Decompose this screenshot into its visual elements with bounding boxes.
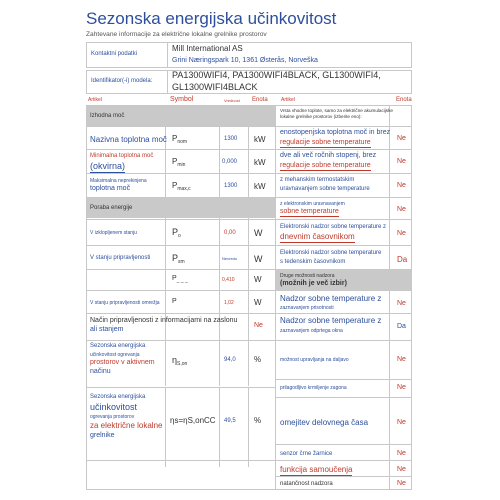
option-remote-value: Ne [397,356,406,363]
network-standby-value: 1,02 [224,300,234,306]
option-electronic-value: Ne [397,206,406,213]
option-mechanical-value: Ne [397,182,406,189]
heat-type-header-2: lokalne grelnike prostorov (izberite eno): [280,114,362,119]
max-heat-label-2: toplotna moč [90,185,131,192]
option-manual-stages-2: regulacije sobne temperature [280,162,371,169]
network-standby-symbol: P [172,298,177,305]
seasonal-active-label-1: Sezonska energijska [90,343,146,349]
standby-label: V stanju pripravljenosti [90,255,151,261]
off-mode-value: 0,00 [224,230,236,236]
option-day-timer-value: Ne [397,230,406,237]
standby-value: Nevredo [222,256,238,261]
option-day-timer-2: dnevnim časovnikom [280,232,355,241]
seasonal-total-unit: % [254,416,262,425]
option-electronic-2: sobne temperature [280,208,339,215]
option-presence-value: Ne [397,300,406,307]
other-options-label-2: (možnih je več izbir) [280,280,347,287]
max-heat-symbol: $P_{max,c}$ [172,181,191,192]
standby-unit: W [254,254,263,264]
option-manual-stages-value: Ne [397,158,406,165]
model-line-1: PA1300WIFI4, PA1300WIFI4BLACK, GL1300WIFI4, [172,70,381,80]
heat-type-header-1: Vrsta vhodne toplote, samo za električne akumulacijske [280,108,393,113]
option-time-limit-label: omejitev delovnega časa [280,418,369,427]
nominal-heat-label: Nazivna toplotna moč [90,135,167,144]
min-heat-symbol: $P_{min}$ [172,157,186,168]
standby-symbol: $P_{sm}$ [172,253,185,265]
option-single-stage-2: regulacije sobne temperature [280,139,371,146]
off-mode-label: V izklopljenem stanju [90,230,137,236]
other-symbol: $P_{\_ \_ \_}$ [172,275,188,284]
nominal-heat-value: 1300 [224,136,238,142]
section-aux-power-label: Poraba energije [90,205,133,211]
option-time-limit-value: Ne [397,419,406,426]
model-label: Identifikator(-i) modela: [91,78,153,84]
contact-label: Kontaktni podatki [91,51,138,57]
option-week-timer-2: s tedenskim časovnikom [280,259,346,265]
seasonal-active-label-2: učinkovitost ogrevanja [90,352,140,358]
option-week-timer-1: Elektronski nadzor sobne temperature [280,250,382,256]
option-remote-label: možnost upravljanja na daljavo [280,357,349,363]
seasonal-total-label-1: Sezonska energijska [90,394,146,400]
option-single-stage-value: Ne [397,135,406,142]
column-unit: Enota [252,97,268,103]
seasonal-total-value: 49,5 [224,418,236,424]
min-heat-label-2: (okvirna) [90,161,126,171]
column-item: Artikel [88,97,102,103]
model-line-2: GL1300WIFI4BLACK [172,82,258,92]
seasonal-active-label-4: načinu [90,368,111,375]
seasonal-total-label-3: ogrevanja prostorov [90,414,135,420]
page-title: Sezonska energijska učinkovitost [86,9,337,28]
column-unit-2: Enota [396,97,412,103]
section-heat-output-label: Izhodna moč [90,113,125,119]
other-unit: W [254,275,262,284]
off-mode-unit: W [254,228,263,238]
option-adaptive-value: Ne [397,384,406,391]
option-self-learning-label: funkcija samoučenja [280,465,353,474]
column-value: Vrednost [224,98,240,103]
option-electronic-1: z elektronskim uravnavanjem [280,201,345,207]
option-day-timer-1: Elektronski nadzor sobne temperature z [280,224,387,230]
max-heat-label-1: Maksimalna neprekinjena [90,178,147,184]
seasonal-active-unit: % [254,355,262,364]
other-value: 0,410 [222,277,235,283]
option-black-bulb-label: senzor črne žarnice [280,451,333,457]
column-item-2: Artikel [281,97,295,103]
option-mechanical-1: z mehanskim termostatskim [280,177,355,183]
other-options-label-1: Druge možnosti nadzora [280,273,335,279]
seasonal-total-label-2: učinkovitost [90,402,138,412]
option-single-stage-1: enostopenjska toplotna moč in brez [280,129,391,136]
standby-info-value: Ne [254,322,263,329]
option-black-bulb-value: Ne [397,450,406,457]
option-window-2: zaznavanjem odprtega okna [280,328,343,334]
option-accuracy-label: natančnost nadzora [280,481,333,487]
max-heat-value: 1300 [224,183,238,189]
off-mode-symbol: $P_o$ [172,227,181,239]
option-week-timer-value: Da [397,255,408,264]
option-adaptive-label: prilagodljivo krmiljenje zagona [280,385,347,391]
option-accuracy-value: Ne [397,480,406,487]
min-heat-unit: kW [254,158,266,167]
min-heat-label-1: Minimalna toplotna moč [90,153,154,159]
max-heat-unit: kW [254,182,266,191]
seasonal-active-value: 94,0 [224,357,236,363]
option-manual-stages-1: dve ali več ročnih stopenj, brez [280,152,377,159]
seasonal-active-label-3: prostorov v aktivnem [90,359,155,366]
min-heat-value: 0,000 [222,159,238,165]
seasonal-total-label-5: grelnike [90,432,115,439]
option-window-1: Nadzor sobne temperature z [280,316,382,325]
network-standby-label: V stanju pripravljenosti omrežja [90,300,160,306]
nominal-heat-unit: kW [254,135,266,144]
company-address: Grini Næringspark 10, 1361 Østerås, Norveška [172,57,318,64]
standby-info-label-1: Način pripravljenosti z informacijami na zaslonu [90,317,238,324]
option-presence-2: zaznavanjem prisotnosti [280,305,334,311]
option-self-learning-value: Ne [397,466,406,473]
seasonal-total-label-4: za električne lokalne [90,421,163,430]
option-mechanical-2: uravnavanjem sobne temperature [280,186,370,192]
nominal-heat-symbol: $P_{nom}$ [172,134,188,145]
network-standby-unit: W [254,298,262,307]
standby-info-label-2: ali stanjem [90,326,124,333]
column-symbol: Symbol [170,96,194,103]
seasonal-active-symbol: $\eta_{S,on}$ [172,355,188,367]
seasonal-total-formula: ηs=ηS,onCC [170,416,216,425]
option-presence-1: Nadzor sobne temperature z [280,294,382,303]
option-window-value: Da [397,323,406,330]
company-name: Mill International AS [172,44,243,53]
page-subtitle: Zahtevane informacije za električne lokalne grelnike prostorov [86,31,267,38]
